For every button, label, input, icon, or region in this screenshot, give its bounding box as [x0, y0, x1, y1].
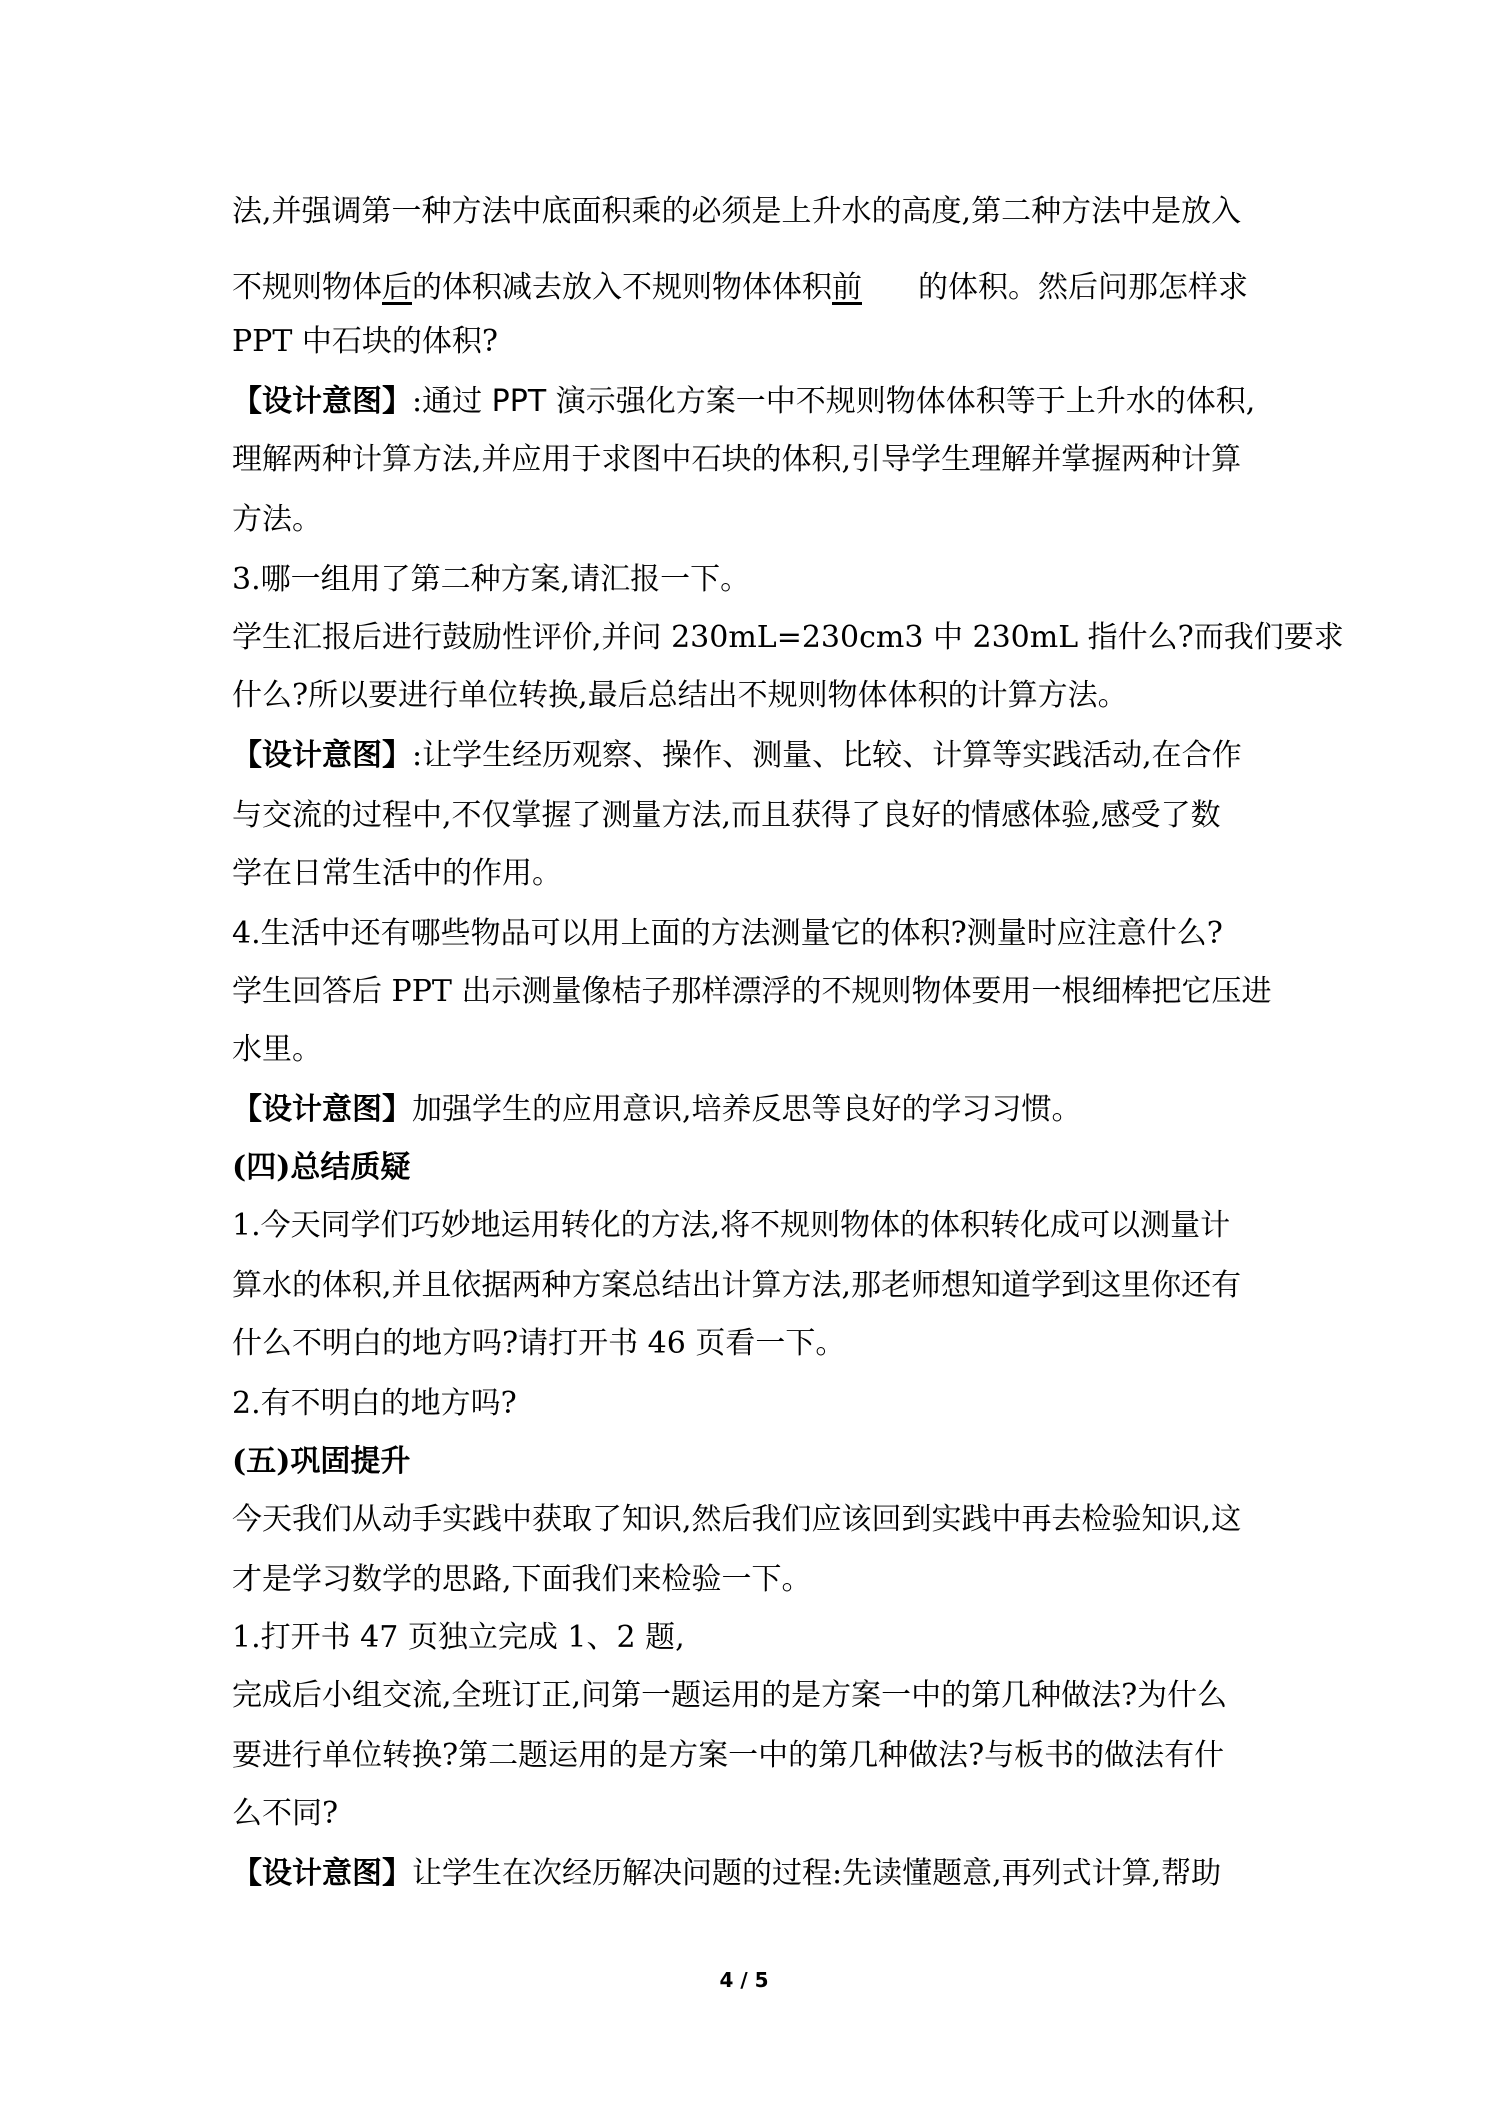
paragraph-line: 算水的体积,并且依据两种方案总结出计算方法,那老师想知道学到这里你还有	[232, 1268, 1242, 1303]
paragraph-line: 水里。	[232, 1032, 322, 1067]
list-item: 1.今天同学们巧妙地运用转化的方法,将不规则物体的体积转化成可以测量计	[232, 1208, 1231, 1243]
paragraph-line: 什么?所以要进行单位转换,最后总结出不规则物体体积的计算方法。	[232, 678, 1128, 713]
paragraph-line: 什么不明白的地方吗?请打开书 46 页看一下。	[232, 1326, 846, 1361]
paragraph-line: 今天我们从动手实践中获取了知识,然后我们应该回到实践中再去检验知识,这	[232, 1502, 1242, 1537]
design-intent-line	[232, 1854, 1272, 1894]
underlined-text: 后	[382, 270, 412, 305]
paragraph-line: 学在日常生活中的作用。	[232, 856, 562, 891]
paragraph-line: 学生回答后 PPT 出示测量像桔子那样漂浮的不规则物体要用一根细棒把它压进	[232, 974, 1272, 1009]
paragraph-line: 方法。	[232, 502, 322, 537]
design-intent-line	[232, 1090, 1272, 1130]
design-intent-line	[232, 736, 1272, 776]
text-run: 演示强化方案一中不规则物体体积等于上升水的体积,	[546, 384, 1256, 419]
text-run: 加强学生的应用意识,培养反思等良好的学习习惯。	[412, 1092, 1082, 1127]
text-run: 让学生在次经历解决问题的过程:先读懂题意,再列式计算,帮助	[412, 1856, 1222, 1891]
paragraph-line: 法,并强调第一种方法中底面积乘的必须是上升水的高度,第二种方法中是放入	[232, 194, 1242, 229]
paragraph-line: PPT 中石块的体积?	[232, 324, 499, 359]
text-run: 不规则物体	[232, 270, 382, 305]
list-item: 1.打开书 47 页独立完成 1、2 题,	[232, 1620, 685, 1655]
text-run: PPT	[491, 384, 547, 419]
section-heading: (四)总结质疑	[232, 1150, 411, 1185]
design-intent-label: 【设计意图】	[232, 1856, 412, 1891]
list-item: 2.有不明白的地方吗?	[232, 1386, 517, 1421]
paragraph-line: 理解两种计算方法,并应用于求图中石块的体积,引导学生理解并掌握两种计算	[232, 442, 1242, 477]
design-intent-label: 【设计意图】	[232, 1092, 412, 1127]
section-heading: (五)巩固提升	[232, 1444, 411, 1479]
list-item: 4.生活中还有哪些物品可以用上面的方法测量它的体积?测量时应注意什么?	[232, 916, 1223, 951]
paragraph-line: 么不同?	[232, 1796, 339, 1831]
text-run: :让学生经历观察、操作、测量、比较、计算等实践活动,在合作	[412, 738, 1242, 773]
design-intent-label: 【设计意图】	[232, 384, 412, 419]
list-item: 3.哪一组用了第二种方案,请汇报一下。	[232, 562, 751, 597]
paragraph-line: 才是学习数学的思路,下面我们来检验一下。	[232, 1562, 812, 1597]
design-intent-line	[232, 382, 1272, 422]
text-run: 的体积减去放入不规则物体体积	[412, 270, 832, 305]
text-run: 的体积。然后问那怎样求	[918, 270, 1248, 305]
paragraph-line: 完成后小组交流,全班订正,问第一题运用的是方案一中的第几种做法?为什么	[232, 1678, 1228, 1713]
paragraph-line	[232, 268, 1272, 308]
design-intent-label: 【设计意图】	[232, 738, 412, 773]
page-number: 4 / 5	[719, 1968, 769, 1992]
paragraph-line: 与交流的过程中,不仅掌握了测量方法,而且获得了良好的情感体验,感受了数	[232, 798, 1221, 833]
underlined-text: 前	[832, 270, 862, 305]
paragraph-line: 要进行单位转换?第二题运用的是方案一中的第几种做法?与板书的做法有什	[232, 1738, 1225, 1773]
paragraph-line: 学生汇报后进行鼓励性评价,并问 230mL=230cm3 中 230mL 指什么?而我们要求	[232, 620, 1344, 655]
text-run: :通过	[412, 384, 492, 419]
